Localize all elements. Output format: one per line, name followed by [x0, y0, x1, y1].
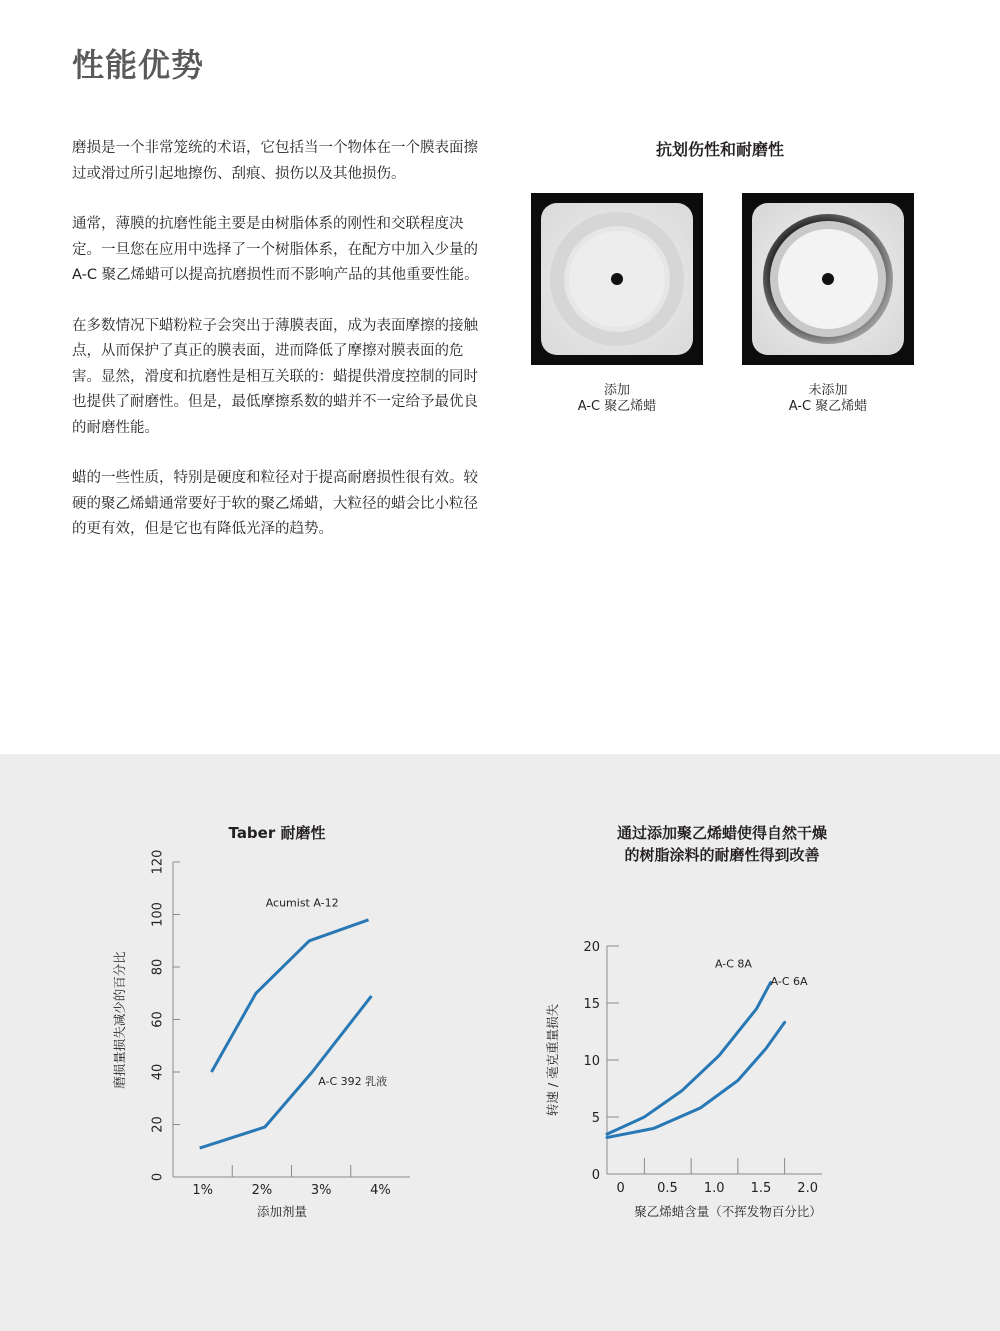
caption-without-line2: A-C 聚乙烯蜡 [788, 399, 868, 414]
taber-series-label: A-C 392 乳液 [318, 1075, 388, 1089]
wax-series-ac8a-line [607, 982, 771, 1134]
wax-content-chart [545, 824, 827, 1219]
wax-y-tick-label: 5 [591, 1111, 600, 1126]
caption-without-line1: 未添加 [808, 383, 848, 398]
wax-series-ac6a-line [607, 1022, 785, 1137]
taber-y-tick-label: 60 [150, 1011, 166, 1028]
wax-x-axis-label: 聚乙烯蜡含量（不挥发物百分比） [634, 1204, 822, 1219]
wax-x-tick-label: 0 [616, 1181, 625, 1196]
wax-y-tick-label: 15 [583, 997, 600, 1012]
taber-y-tick-label: 80 [150, 958, 166, 976]
wax-x-tick-label: 1.0 [703, 1181, 725, 1196]
taber-x-tick-label: 4% [370, 1183, 391, 1198]
taber-chart-title: Taber 耐磨性 [228, 824, 326, 842]
taber-series-acumist-line [212, 920, 369, 1072]
wax-x-tick-label: 0.5 [657, 1181, 678, 1196]
wax-x-tick-label: 2.0 [797, 1181, 818, 1196]
taber-x-tick-label: 2% [251, 1183, 273, 1198]
wax-series-label: A-C 6A [770, 974, 808, 988]
page-title: 性能优势 [72, 46, 205, 84]
wax-series-label: A-C 8A [714, 957, 752, 971]
taber-x-tick-label: 1% [192, 1183, 213, 1198]
wax-chart-title-line2: 的树脂涂料的耐磨性得到改善 [624, 846, 820, 864]
wax-chart-title-line1: 通过添加聚乙烯蜡使得自然干燥 [616, 824, 828, 842]
paragraph-wax-properties: 蜡的一些性质，特别是硬度和粒径对于提高耐磨损性很有效。较硬的聚乙烯蜡通常要好于软的聚乙烯蜡，大粒径的蜡会比小粒径的更有效，但是它也有降低光泽的趋势。 [72, 470, 478, 537]
wax-y-axis-label: 转速 / 毫克重量损失 [545, 1003, 560, 1117]
taber-series-label: Acumist A-12 [265, 896, 339, 910]
paragraph-wax-particles: 在多数情况下蜡粉粒子会突出于薄膜表面，成为表面摩擦的接触点，从而保护了真正的膜表面，进而降低了摩擦对膜表面的危害。显然，滑度和抗磨性是相互关联的：蜡提供滑度控制的同时也提供了耐磨性。但是，最低摩擦系数的蜡并不一定给予最优良的耐磨性能。 [72, 317, 478, 436]
taber-series-ac392-line [200, 996, 372, 1148]
paragraph-abrasion-definition: 磨损是一个非常笼统的术语，它包括当一个物体在一个膜表面擦过或滑过所引起地擦伤、刮痕、损伤以及其他损伤。 [72, 140, 478, 182]
taber-y-tick-label: 20 [150, 1116, 166, 1133]
taber-chart [112, 824, 410, 1219]
taber-y-tick-label: 100 [150, 902, 166, 927]
photo-figure-title: 抗划伤性和耐磨性 [655, 140, 784, 159]
paragraph-resin-system: 通常，薄膜的抗磨性能主要是由树脂体系的刚性和交联程度决定。一旦您在应用中选择了一个树脂体系，在配方中加入少量的 A-C 聚乙烯蜡可以提高抗磨损性而不影响产品的其他重要性能。 [72, 216, 479, 283]
taber-y-tick-label: 120 [150, 849, 166, 875]
taber-y-tick-label: 0 [150, 1172, 166, 1182]
wax-x-tick-label: 1.5 [750, 1181, 772, 1196]
taber-x-tick-label: 3% [310, 1183, 332, 1198]
wax-y-tick-label: 10 [583, 1054, 600, 1069]
taber-y-tick-label: 40 [150, 1063, 166, 1081]
taber-x-axis-label: 添加剂量 [256, 1204, 308, 1219]
caption-with-line1: 添加 [603, 383, 630, 398]
wax-y-tick-label: 0 [591, 1168, 600, 1183]
taber-y-axis-label: 磨损量损失减少的百分比 [112, 951, 127, 1089]
wax-y-tick-label: 20 [583, 940, 600, 955]
caption-with-line2: A-C 聚乙烯蜡 [577, 399, 657, 414]
